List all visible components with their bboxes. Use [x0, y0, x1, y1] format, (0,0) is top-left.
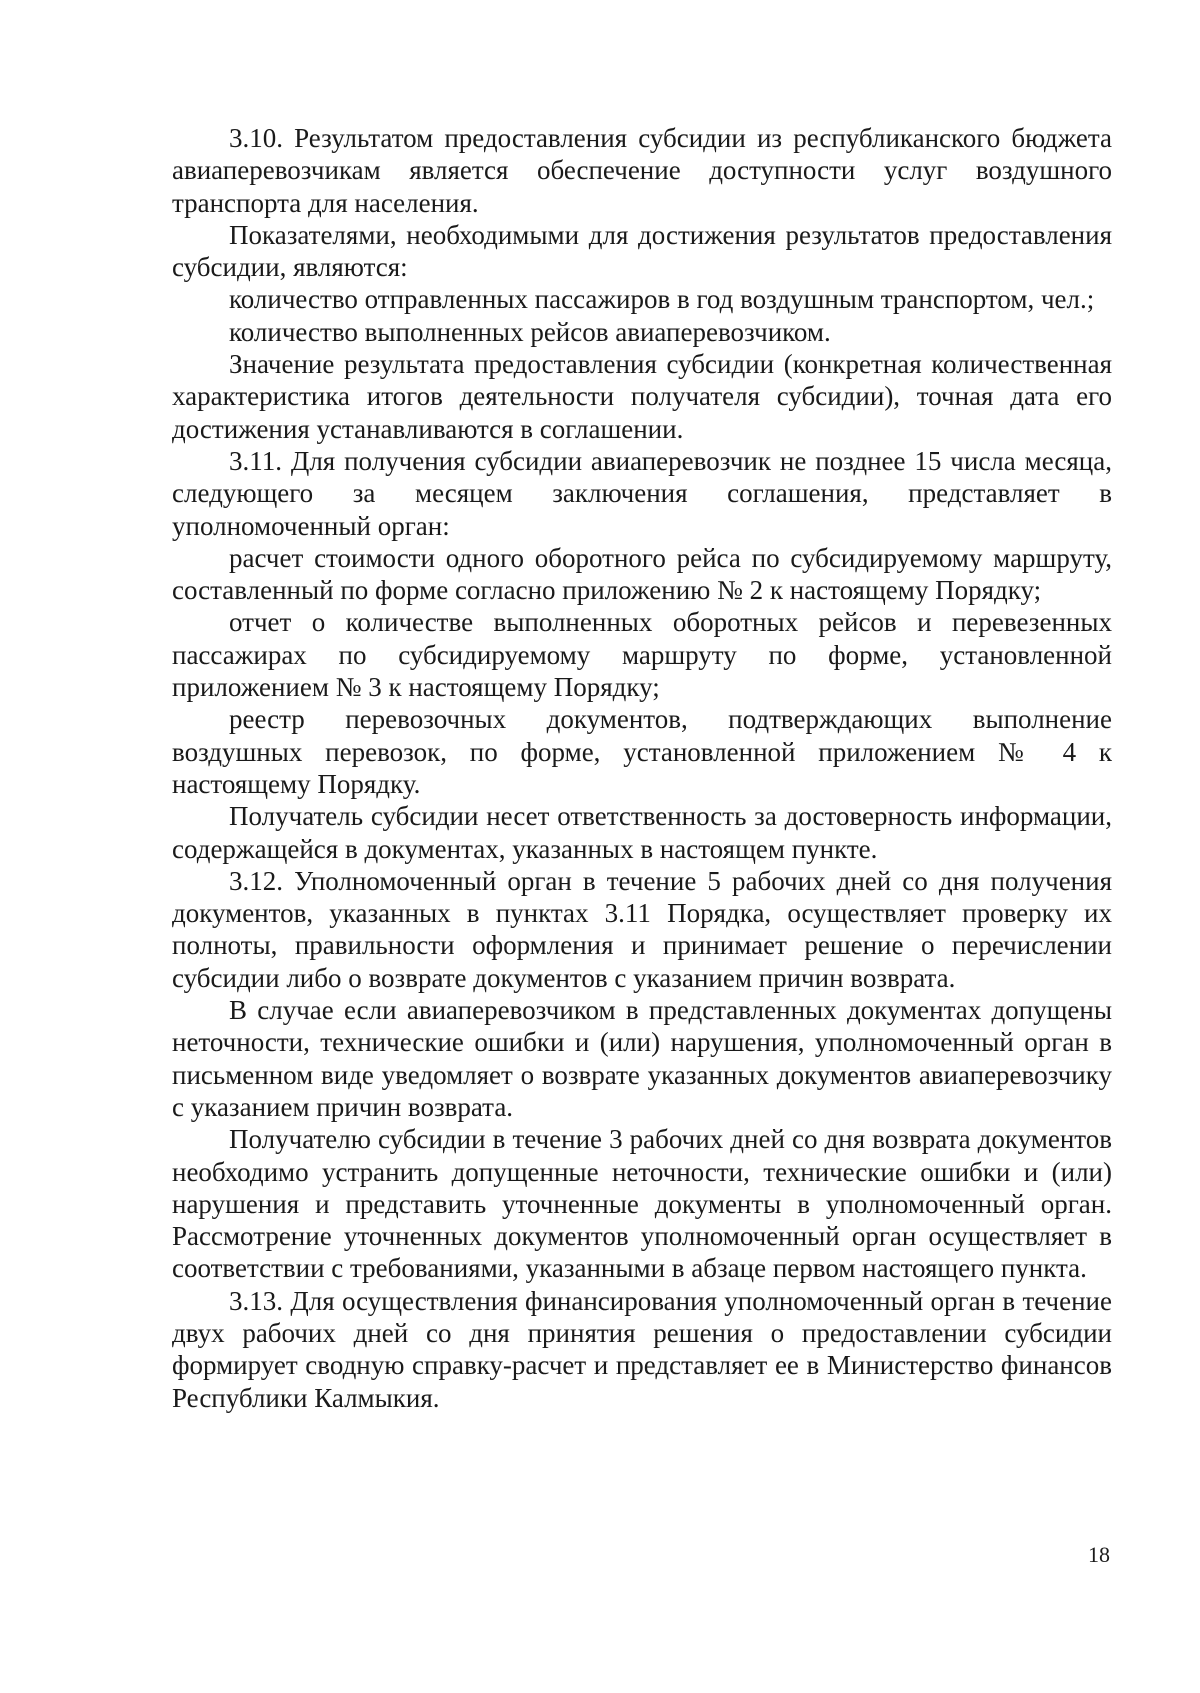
paragraph-responsibility: Получатель субсидии несет ответственность за достоверность информации, содержащейся в документах, указанных в настоящем пункте.: [172, 801, 1112, 864]
paragraph-correction: Получателю субсидии в течение 3 рабочих дней со дня возврата документов необходимо устранить допущенные неточности, технические ошибки и (или) нарушения и представить уточненные документы в уполномоченный орган. Рассмотрение уточненных документов уполномоченный орган осуществляет в соответствии с требованиями, указанными в абзаце первом настоящего пункта.: [172, 1124, 1112, 1284]
page-number: 18: [1088, 1542, 1110, 1567]
paragraph-3-11: 3.11. Для получения субсидии авиаперевозчик не позднее 15 числа месяца, следующего за месяцем заключения соглашения, представляет в уполномоченный орган:: [172, 445, 1112, 541]
paragraph-3-12: 3.12. Уполномоченный орган в течение 5 рабочих дней со дня получения документов, указанных в пунктах 3.11 Порядка, осуществляет проверку их полноты, правильности оформления и принимает решение о перечислении субсидии либо о возврате документов с указанием причин возврата.: [172, 865, 1112, 993]
paragraph-result-value: Значение результата предоставления субсидии (конкретная количественная характеристика итогов деятельности получателя субсидии), точная дата его достижения устанавливаются в соглашении.: [172, 349, 1112, 444]
paragraph-report: отчет о количестве выполненных оборотных рейсов и перевезенных пассажирах по субсидируемому маршруту по форме, установленной приложением № 3 к настоящему Порядку;: [172, 607, 1112, 703]
paragraph-passengers-count: количество отправленных пассажиров в год воздушным транспортом, чел.;: [229, 284, 1095, 315]
paragraph-indicators: Показателями, необходимыми для достижения результатов предоставления субсидии, являются:: [172, 219, 1112, 283]
paragraph-3-13: 3.13. Для осуществления финансирования уполномоченный орган в течение двух рабочих дней со дня принятия решения о предоставлении субсидии формирует сводную справку-расчет и представляет ее в Министерство финансов Республики Калмыкия.: [172, 1285, 1112, 1413]
paragraph-errors: В случае если авиаперевозчиком в представленных документах допущены неточности, технические ошибки и (или) нарушения, уполномоченный орган в письменном виде уведомляет о возврате указанных документов авиаперевозчику с указанием причин возврата.: [172, 995, 1112, 1122]
paragraph-flight-cost: расчет стоимости одного оборотного рейса по субсидируемому маршруту, составленный по форме согласно приложению № 2 к настоящему Порядку;: [172, 542, 1112, 606]
paragraph-flights-count: количество выполненных рейсов авиаперевозчиком.: [229, 316, 831, 347]
paragraph-registry: реестр перевозочных документов, подтверждающих выполнение воздушных перевозок, по форме, установленной приложением № 4 к настоящему Порядку.: [172, 704, 1112, 799]
paragraph-3-10: 3.10. Результатом предоставления субсидии из республиканского бюджета авиаперевозчикам является обеспечение доступности услуг воздушного транспорта для населения.: [172, 123, 1112, 218]
document-body: [172, 122, 1112, 1414]
